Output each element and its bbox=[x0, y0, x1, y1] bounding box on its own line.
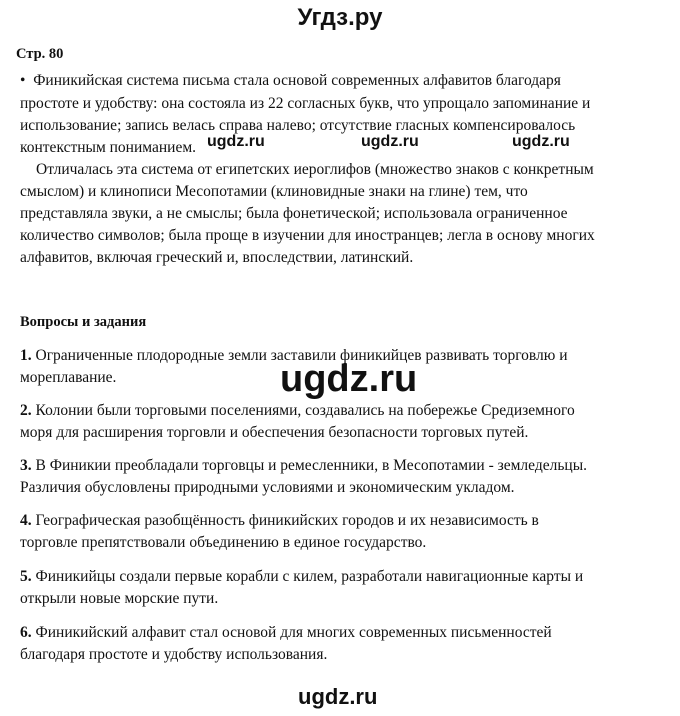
answer-2-line-2: моря для расширения торговли и обеспечения безопасности торговых путей. bbox=[20, 424, 529, 441]
watermark: ugdz.ru bbox=[361, 133, 419, 150]
site-title: Угдз.ру bbox=[297, 4, 383, 31]
para2-line-3: представляла звуки, а не смыслы; была фонетической; использовала ограниченное bbox=[20, 205, 568, 222]
page-reference: Стр. 80 bbox=[16, 46, 64, 62]
section-heading: Вопросы и задания bbox=[20, 314, 147, 330]
bullet-icon: • bbox=[20, 72, 26, 89]
para2-line-5: алфавитов, включая греческий и, впоследствии, латинский. bbox=[20, 249, 414, 266]
intro-line-1: • Финикийская система письма стала основой современных алфавитов благодаря bbox=[20, 72, 561, 89]
answer-4-line-1: 4. Географическая разобщённость финикийских городов и их независимость в bbox=[20, 512, 539, 529]
intro-line-4: контекстным пониманием. bbox=[20, 139, 197, 156]
para2-line-1: Отличалась эта система от египетских иероглифов (множество знаков с конкретным bbox=[36, 161, 594, 178]
answer-6-line-1: 6. Финикийский алфавит стал основой для многих современных письменностей bbox=[20, 624, 552, 641]
answer-3-line-1: 3. В Финикии преобладали торговцы и ремесленники, в Месопотамии - земледельцы. bbox=[20, 457, 587, 474]
answer-4-line-2: торговле препятствовали объединению в единое государство. bbox=[20, 534, 427, 551]
watermark: ugdz.ru bbox=[280, 358, 418, 400]
answer-1-line-1: 1. Ограниченные плодородные земли заставили финикийцев развивать торговлю и bbox=[20, 347, 568, 364]
para2-line-2: смыслом) и клинописи Месопотамии (клиновидные знаки на глине) тем, что bbox=[20, 183, 528, 200]
watermark: ugdz.ru bbox=[512, 133, 570, 150]
para2-line-4: количество символов; была проще в изучении для иностранцев; легла в основу многих bbox=[20, 227, 595, 244]
answer-6-line-2: благодаря простоте и удобству использования. bbox=[20, 646, 328, 663]
answer-1-line-2: мореплавание. bbox=[20, 369, 117, 386]
intro-line-3: использование; запись велась справа налево; отсутствие гласных компенсировалось bbox=[20, 117, 576, 134]
answer-5-line-1: 5. Финикийцы создали первые корабли с килем, разработали навигационные карты и bbox=[20, 568, 584, 585]
answer-5-line-2: открыли новые морские пути. bbox=[20, 590, 219, 607]
answer-3-line-2: Различия обусловлены природными условиями и экономическим укладом. bbox=[20, 479, 515, 496]
answer-2-line-1: 2. Колонии были торговыми поселениями, создавались на побережье Средиземного bbox=[20, 402, 575, 419]
watermark: ugdz.ru bbox=[298, 684, 378, 709]
intro-line-2: простоте и удобству: она состояла из 22 согласных букв, что упрощало запоминание и bbox=[20, 95, 591, 112]
watermark: ugdz.ru bbox=[207, 133, 265, 150]
